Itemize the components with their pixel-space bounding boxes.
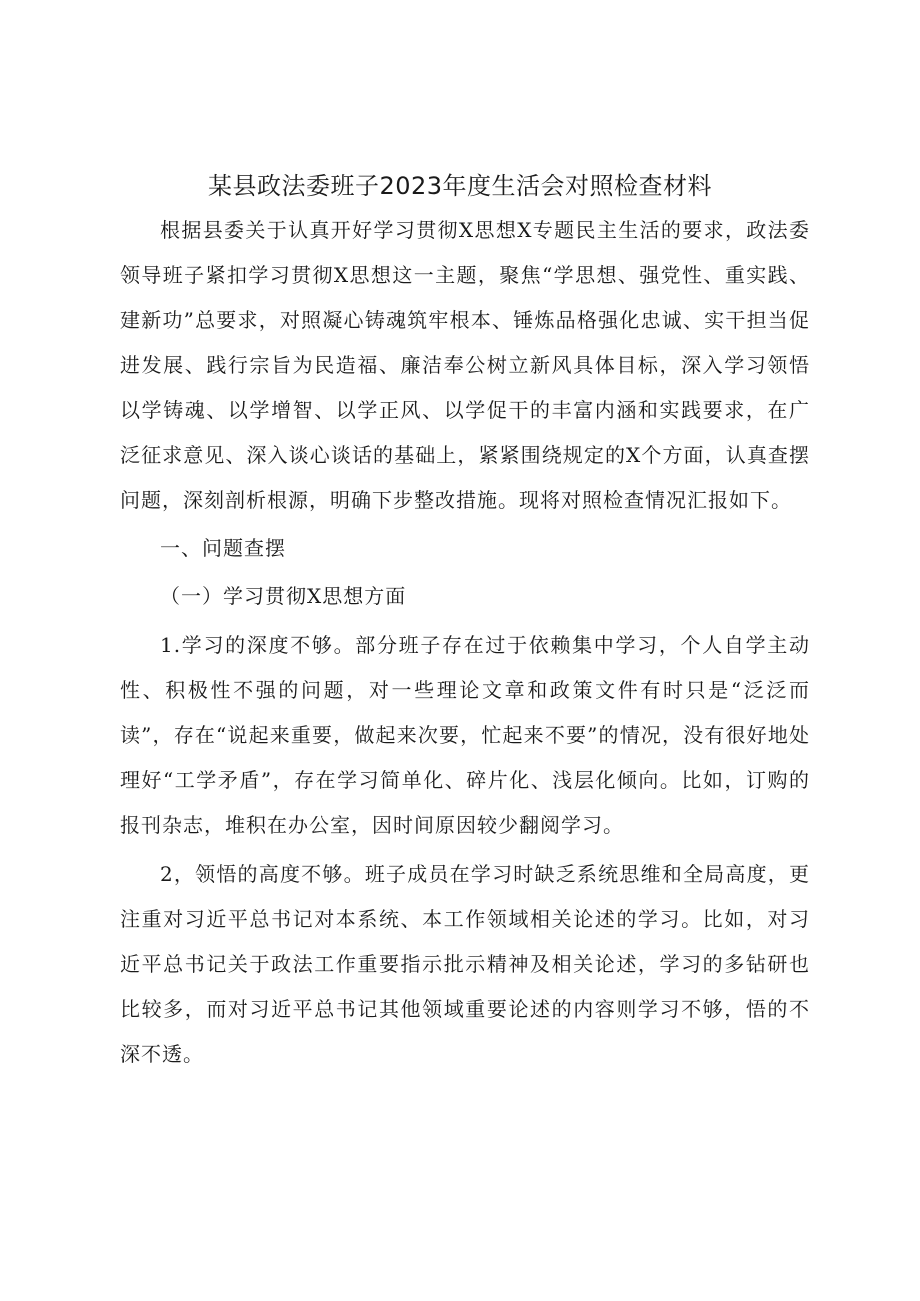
subsection-heading: （一）学习贯彻X思想方面 — [160, 584, 407, 608]
document-title: 某县政法委班子2023年度生活会对照检查材料 — [207, 172, 713, 200]
document-body — [120, 208, 810, 1077]
intro-paragraph: 根据县委关于认真开好学习贯彻X思想X专题民主生活的要求，政法委领导班子紧扣学习贯彻X思想这一主题，聚焦“学思想、强党性、重实践、建新功”总要求，对照凝心铸魂筑牢根本、锤炼品格强化忠诚、实干担当促进发展、践行宗旨为民造福、廉洁奉公树立新风具体目标，深入学习领悟以学铸魂、以学增智、以学正风、以学促干的丰富内涵和实践要求，在广泛征求意见、深入谈心谈话的基础上，紧紧围绕规定的X个方面，认真查摆问题，深刻剖析根源，明确下步整改措施。现将对照检查情况汇报如下。 — [120, 218, 810, 512]
section-heading: 一、问题查摆 — [160, 536, 286, 560]
item-paragraph-1: 1.学习的深度不够。部分班子存在过于依赖集中学习，个人自学主动性、积极性不强的问题，对一些理论文章和政策文件有时只是“泛泛而读”，存在“说起来重要，做起来次要，忙起来不要”的情况，没有很好地处理好“工学矛盾”，存在学习简单化、碎片化、浅层化倾向。比如，订购的报刊杂志，堆积在办公室，因时间原因较少翻阅学习。 — [120, 633, 810, 837]
item-paragraph-2: 2，领悟的高度不够。班子成员在学习时缺乏系统思维和全局高度，更注重对习近平总书记对本系统、本工作领域相关论述的学习。比如，对习近平总书记关于政法工作重要指示批示精神及相关论述，学习的多钻研也比较多，而对习近平总书记其他领域重要论述的内容则学习不够，悟的不深不透。 — [120, 862, 810, 1066]
